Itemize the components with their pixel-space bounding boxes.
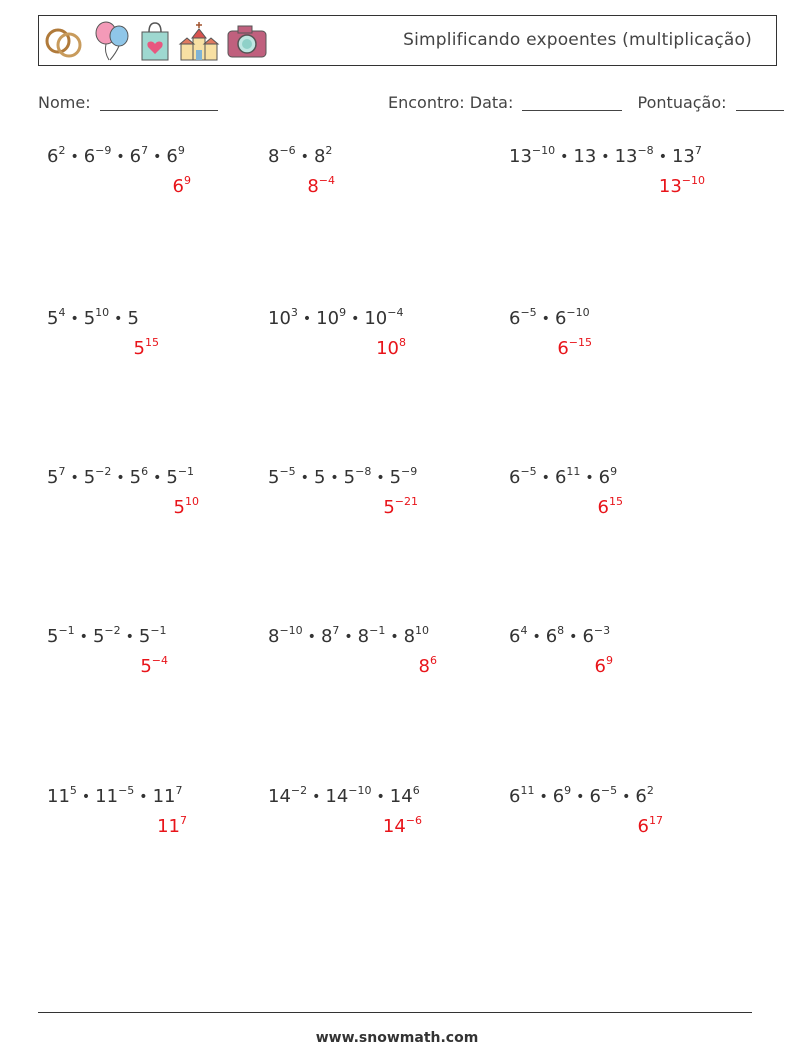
problem-expression <box>268 626 429 647</box>
answer-exponent: 8 <box>399 336 406 349</box>
term-base: 6 <box>589 786 601 807</box>
answer <box>134 338 159 359</box>
church-icon <box>178 20 220 62</box>
answer-base: 5 <box>383 497 395 518</box>
multiply-dot: • <box>70 311 79 327</box>
term-base: 6 <box>47 146 59 167</box>
term-base: 5 <box>129 467 142 488</box>
multiply-dot: • <box>569 629 578 645</box>
date-score-field[interactable] <box>388 93 784 112</box>
multiply-dot: • <box>622 789 631 805</box>
multiply-dot: • <box>539 789 548 805</box>
problem-expression <box>47 786 182 807</box>
problem-expression <box>509 146 702 167</box>
term-base: 14 <box>268 786 291 807</box>
term-base: 5 <box>313 467 326 488</box>
term-base: 8 <box>403 626 416 647</box>
term-base: 5 <box>343 467 356 488</box>
answer-base: 6 <box>172 176 184 197</box>
term-base: 11 <box>95 786 119 807</box>
term-exponent: 6 <box>141 465 149 478</box>
term-base: 14 <box>389 786 413 807</box>
term-exponent: 2 <box>646 784 654 797</box>
answer-base: 8 <box>307 176 319 197</box>
answer <box>638 816 663 837</box>
multiply-dot: • <box>330 470 339 486</box>
footer-url: www.snowmath.com <box>315 1030 479 1046</box>
answer-base: 11 <box>157 816 180 837</box>
term-exponent: −8 <box>637 144 654 157</box>
term-exponent: −10 <box>531 144 556 157</box>
answer <box>595 656 613 677</box>
answer-exponent: −6 <box>405 814 422 827</box>
term-base: 6 <box>166 146 178 167</box>
term-exponent: 6 <box>412 784 420 797</box>
answer <box>140 656 168 677</box>
term-exponent: −10 <box>279 624 303 637</box>
problem-expression <box>268 308 403 329</box>
term-base: 11 <box>152 786 176 807</box>
footer-divider <box>38 1012 752 1013</box>
term-exponent: 9 <box>610 465 618 478</box>
term-exponent: 9 <box>177 144 185 157</box>
answer <box>419 656 437 677</box>
term-base: 8 <box>357 626 370 647</box>
term-base: 6 <box>509 626 521 647</box>
term-base: 6 <box>509 467 521 488</box>
term-base: 5 <box>166 467 178 488</box>
term-base: 5 <box>127 308 139 329</box>
term-base: 13 <box>671 146 695 167</box>
term-exponent: 9 <box>339 306 347 319</box>
answer-exponent: 15 <box>145 336 159 349</box>
term-exponent: 11 <box>566 465 581 478</box>
term-exponent: −9 <box>95 144 112 157</box>
term-base: 6 <box>554 308 567 329</box>
term-exponent: −6 <box>279 144 296 157</box>
term-base: 5 <box>47 308 59 329</box>
answer <box>598 497 623 518</box>
term-exponent: −1 <box>177 465 195 478</box>
term-base: 14 <box>325 786 349 807</box>
term-exponent: −5 <box>520 465 537 478</box>
multiply-dot: • <box>532 629 541 645</box>
term-exponent: −1 <box>150 624 167 637</box>
term-exponent: −10 <box>348 784 372 797</box>
term-exponent: −9 <box>401 465 418 478</box>
term-exponent: 4 <box>520 624 528 637</box>
answer-exponent: −10 <box>681 174 705 187</box>
problem-expression <box>47 146 185 167</box>
answer <box>383 497 418 518</box>
term-base: 5 <box>83 467 96 488</box>
problem-expression <box>47 308 139 329</box>
answer <box>157 816 187 837</box>
balloons-icon <box>92 20 132 62</box>
term-exponent: 3 <box>290 306 298 319</box>
answer <box>376 338 406 359</box>
term-exponent: 8 <box>557 624 565 637</box>
multiply-dot: • <box>81 789 91 805</box>
term-base: 5 <box>268 467 280 488</box>
multiply-dot: • <box>312 789 321 805</box>
answer <box>383 816 422 837</box>
multiply-dot: • <box>300 470 309 486</box>
answer-exponent: 10 <box>185 495 199 508</box>
problem-expression <box>47 626 167 647</box>
name-field[interactable] <box>38 93 218 112</box>
problem-expression <box>509 626 610 647</box>
term-exponent: −1 <box>58 624 75 637</box>
term-exponent: −2 <box>104 624 121 637</box>
answer-exponent: −15 <box>568 336 592 349</box>
term-exponent: −5 <box>279 465 296 478</box>
answer-exponent: 15 <box>609 495 623 508</box>
term-base: 13 <box>614 146 638 167</box>
term-exponent: 7 <box>694 144 702 157</box>
problem-expression <box>509 786 654 807</box>
term-exponent: 9 <box>564 784 572 797</box>
term-exponent: 7 <box>141 144 149 157</box>
multiply-dot: • <box>576 789 585 805</box>
term-base: 6 <box>509 308 521 329</box>
term-base: 6 <box>582 626 594 647</box>
multiply-dot: • <box>116 149 125 165</box>
term-exponent: 10 <box>95 306 110 319</box>
term-exponent: −5 <box>118 784 135 797</box>
answer-base: 8 <box>418 656 430 677</box>
multiply-dot: • <box>390 629 399 645</box>
score-label: Pontuação: <box>637 93 727 112</box>
answer-base: 13 <box>658 176 682 197</box>
answer-exponent: −4 <box>151 654 168 667</box>
term-base: 13 <box>509 146 532 167</box>
term-exponent: −10 <box>566 306 590 319</box>
term-base: 10 <box>316 308 340 329</box>
term-exponent: −5 <box>520 306 537 319</box>
term-base: 8 <box>313 146 326 167</box>
multiply-dot: • <box>139 789 148 805</box>
problem-expression <box>47 467 194 488</box>
term-exponent: −3 <box>593 624 611 637</box>
multiply-dot: • <box>116 470 125 486</box>
answer-base: 14 <box>382 816 406 837</box>
term-base: 6 <box>83 146 96 167</box>
problem-expression <box>509 308 590 329</box>
answer-base: 5 <box>140 656 152 677</box>
answer-base: 6 <box>594 656 606 677</box>
multiply-dot: • <box>307 629 316 645</box>
multiply-dot: • <box>114 311 123 327</box>
term-exponent: 4 <box>58 306 66 319</box>
multiply-dot: • <box>560 149 569 165</box>
multiply-dot: • <box>351 311 360 327</box>
answer <box>174 497 199 518</box>
term-base: 5 <box>389 467 402 488</box>
answer <box>173 176 191 197</box>
problem-expression <box>268 786 420 807</box>
header-icons <box>42 20 268 62</box>
answer <box>307 176 335 197</box>
answer-exponent: 9 <box>606 654 613 667</box>
multiply-dot: • <box>79 629 88 645</box>
term-base: 5 <box>47 467 59 488</box>
rings-icon <box>42 21 86 61</box>
multiply-dot: • <box>70 470 79 486</box>
term-exponent: −1 <box>369 624 386 637</box>
term-base: 5 <box>47 626 59 647</box>
term-exponent: −5 <box>600 784 618 797</box>
term-base: 6 <box>129 146 142 167</box>
date-blank[interactable] <box>522 94 622 111</box>
term-exponent: 7 <box>332 624 340 637</box>
term-exponent: −2 <box>290 784 308 797</box>
multiply-dot: • <box>300 149 309 165</box>
term-base: 5 <box>83 308 96 329</box>
gift-bag-icon <box>138 20 172 62</box>
name-blank[interactable] <box>100 94 218 111</box>
term-base: 5 <box>138 626 151 647</box>
term-base: 6 <box>554 467 567 488</box>
multiply-dot: • <box>125 629 134 645</box>
multiply-dot: • <box>302 311 312 327</box>
term-base: 6 <box>635 786 647 807</box>
date-label: Encontro: Data: <box>388 93 514 112</box>
answer-exponent: 17 <box>649 814 663 827</box>
answer-exponent: 7 <box>180 814 187 827</box>
name-label: Nome: <box>38 93 91 112</box>
answer <box>659 176 705 197</box>
term-exponent: 7 <box>58 465 66 478</box>
term-exponent: −4 <box>387 306 404 319</box>
multiply-dot: • <box>344 629 353 645</box>
multiply-dot: • <box>376 789 385 805</box>
worksheet-title: Simplificando expoentes (multiplicação) <box>403 30 752 50</box>
answer-exponent: 6 <box>430 654 437 667</box>
answer <box>557 338 592 359</box>
term-exponent: 11 <box>520 784 535 797</box>
term-exponent: 5 <box>69 784 77 797</box>
multiply-dot: • <box>541 311 550 327</box>
term-exponent: 10 <box>415 624 430 637</box>
answer-exponent: 9 <box>184 174 191 187</box>
problem-expression <box>268 467 417 488</box>
term-exponent: 7 <box>175 784 183 797</box>
answer-exponent: −4 <box>318 174 335 187</box>
multiply-dot: • <box>70 149 79 165</box>
term-base: 6 <box>552 786 565 807</box>
term-exponent: −2 <box>95 465 112 478</box>
problem-expression <box>268 146 332 167</box>
term-base: 6 <box>598 467 611 488</box>
worksheet-header <box>38 15 777 66</box>
answer-base: 6 <box>637 816 649 837</box>
term-base: 8 <box>268 626 280 647</box>
term-exponent: 2 <box>58 144 66 157</box>
multiply-dot: • <box>658 149 667 165</box>
term-base: 13 <box>573 146 597 167</box>
multiply-dot: • <box>153 149 162 165</box>
answer-exponent: −21 <box>394 495 418 508</box>
term-base: 10 <box>268 308 291 329</box>
answer-base: 10 <box>376 338 399 359</box>
multiply-dot: • <box>153 470 162 486</box>
camera-icon <box>226 23 268 59</box>
multiply-dot: • <box>376 470 385 486</box>
multiply-dot: • <box>541 470 550 486</box>
term-base: 11 <box>47 786 70 807</box>
answer-base: 6 <box>557 338 569 359</box>
term-base: 8 <box>320 626 333 647</box>
term-base: 10 <box>364 308 388 329</box>
term-base: 6 <box>509 786 521 807</box>
term-exponent: 2 <box>325 144 333 157</box>
problem-expression <box>509 467 617 488</box>
answer-base: 5 <box>173 497 185 518</box>
answer-base: 5 <box>133 338 145 359</box>
multiply-dot: • <box>585 470 594 486</box>
answer-base: 6 <box>597 497 609 518</box>
multiply-dot: • <box>601 149 610 165</box>
term-base: 5 <box>92 626 105 647</box>
term-base: 6 <box>545 626 558 647</box>
score-blank[interactable] <box>736 94 784 111</box>
term-exponent: −8 <box>355 465 372 478</box>
term-base: 8 <box>268 146 280 167</box>
